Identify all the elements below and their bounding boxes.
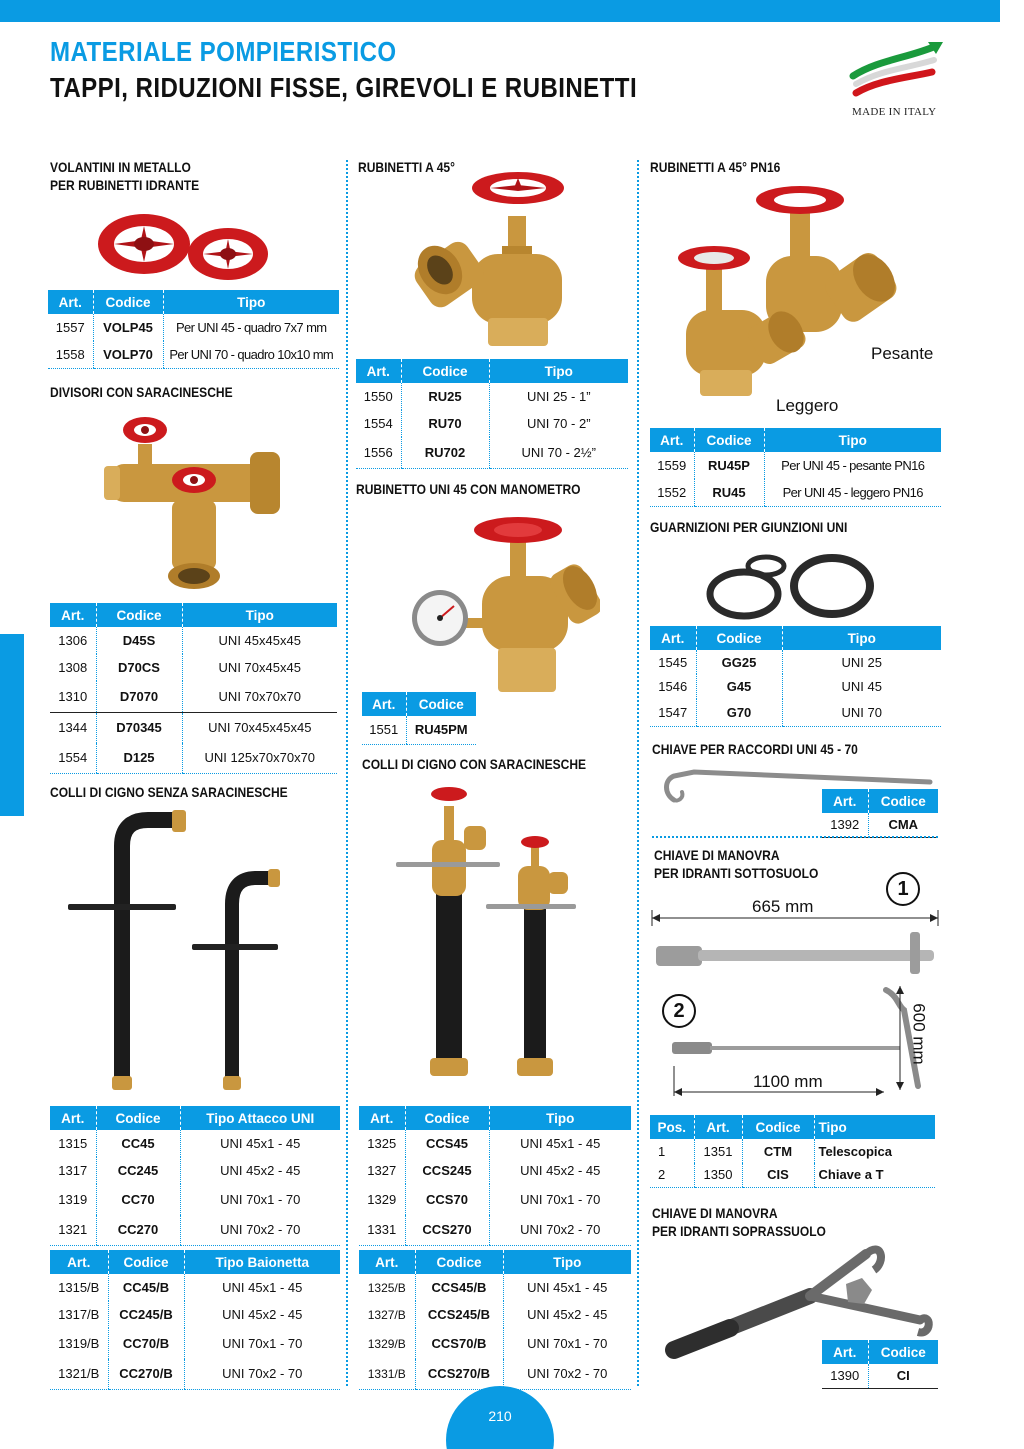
table-colli-con-baionetta: [359, 1250, 631, 1390]
col-header-codice: Codice: [415, 1250, 503, 1274]
table-chiave-sottosuolo: [650, 1115, 935, 1188]
col-header-art: Art.: [356, 359, 401, 383]
table-guarnizioni: [650, 626, 941, 727]
standpipe-without-valves-image: [64, 806, 294, 1094]
side-accent-tab: [0, 634, 24, 816]
divider-valve-image: [100, 408, 290, 592]
gaskets-image: [704, 548, 878, 622]
handwheel-image: [96, 204, 272, 288]
table-row: 1331/B CCS270/B UNI 70x2 - 70: [359, 1359, 631, 1389]
angle-valve-pn16-image: [670, 182, 906, 400]
col-header-art: Art.: [694, 1115, 742, 1139]
standpipe-with-valves-image: [390, 780, 600, 1092]
section-title-volantini: VOLANTINI IN METALLO PER RUBINETTI IDRANTE: [50, 159, 200, 193]
col-header-codice: Codice: [401, 359, 489, 383]
table-row: 1306 D45S UNI 45x45x45: [50, 627, 337, 654]
col-header-art: Art.: [359, 1106, 405, 1130]
col-header-codice: Codice: [93, 290, 163, 314]
table-colli-senza-baionetta: [50, 1250, 340, 1390]
table-row: 1308 D70CS UNI 70x45x45: [50, 654, 337, 681]
col-header-art: Art.: [362, 692, 406, 716]
angle-valve-45-image: [410, 166, 580, 352]
table-row: 1325 CCS45 UNI 45x1 - 45: [359, 1130, 631, 1157]
col-header-tipo: Tipo: [163, 290, 339, 314]
table-row: 1319 CC70 UNI 70x1 - 70: [50, 1184, 340, 1215]
page-number: 210: [488, 1408, 512, 1424]
col-header-tipo: Tipo: [764, 428, 941, 452]
col-header-art: Art.: [50, 1250, 108, 1274]
col-header-tipo: Tipo: [814, 1115, 935, 1139]
section-title-chiave-raccordi: CHIAVE PER RACCORDI UNI 45 - 70: [652, 741, 858, 757]
label-light: Leggero: [776, 396, 839, 415]
col-header-codice: Codice: [696, 626, 782, 650]
section-title-rubinetti45: RUBINETTI A 45°: [358, 159, 455, 175]
col-header-codice: Codice: [694, 428, 764, 452]
col-header-codice: Codice: [96, 1106, 180, 1130]
section-title-chiave-soprassuolo: CHIAVE DI MANOVRA PER IDRANTI SOPRASSUOLO: [652, 1205, 826, 1239]
table-row: 1321 CC270 UNI 70x2 - 70: [50, 1215, 340, 1245]
made-in-italy-logo: [848, 38, 948, 98]
col-header-codice: Codice: [868, 1340, 938, 1364]
col-header-tipo: Tipo Attacco UNI: [180, 1106, 340, 1130]
table-row: 1550 RU25 UNI 25 - 1”: [356, 383, 628, 410]
table-divisori: [50, 603, 337, 774]
col-header-codice: Codice: [406, 692, 476, 716]
table-row: 1392 CMA: [822, 813, 938, 837]
table-row: 1310 D7070 UNI 70x70x70: [50, 681, 337, 712]
col-header-art: Art.: [650, 428, 694, 452]
divider: [652, 836, 938, 838]
dimension-665: 665 mm: [752, 897, 814, 916]
table-row: 1552 RU45 Per UNI 45 - leggero PN16: [650, 479, 941, 506]
dimension-1100: 1100 mm: [753, 1072, 823, 1091]
table-row: 1545 GG25 UNI 25: [650, 650, 941, 674]
col-header-tipo: Tipo: [489, 1106, 631, 1130]
table-row: 1547 G70 UNI 70: [650, 699, 941, 726]
table-row: 1554 RU70 UNI 70 - 2”: [356, 410, 628, 437]
table-row: 1390 CI: [822, 1364, 938, 1388]
col-header-tipo: Tipo: [489, 359, 628, 383]
page-title: TAPPI, RIDUZIONI FISSE, GIREVOLI E RUBINETTI: [50, 72, 638, 103]
column-separator-2: [637, 160, 639, 1386]
section-title-colli-con: COLLI DI CIGNO CON SARACINESCHE: [362, 756, 587, 772]
table-row: 1331 CCS270 UNI 70x2 - 70: [359, 1215, 631, 1245]
section-title-rubinetti-pn16: RUBINETTI A 45° PN16: [650, 159, 781, 175]
table-row: 1557 VOLP45 Per UNI 45 - quadro 7x7 mm: [48, 314, 339, 341]
col-header-tipo: Tipo: [503, 1250, 631, 1274]
table-chiave-raccordi: [822, 789, 938, 838]
table-row: 1546 G45 UNI 45: [650, 674, 941, 699]
table-volantini: [48, 290, 339, 369]
col-header-tipo: Tipo: [782, 626, 941, 650]
table-row: 1329/B CCS70/B UNI 70x1 - 70: [359, 1328, 631, 1359]
section-title-guarnizioni: GUARNIZIONI PER GIUNZIONI UNI: [650, 519, 848, 535]
top-accent-bar: [0, 0, 1000, 22]
col-header-art: Art.: [50, 603, 96, 627]
col-header-art: Art.: [48, 290, 93, 314]
table-row: 1327/B CCS245/B UNI 45x2 - 45: [359, 1301, 631, 1328]
section-title-manometro: RUBINETTO UNI 45 CON MANOMETRO: [356, 481, 581, 497]
table-row: 1551 RU45PM: [362, 716, 476, 744]
col-header-codice: Codice: [742, 1115, 814, 1139]
table-row: 1315 CC45 UNI 45x1 - 45: [50, 1130, 340, 1157]
table-row: 1321/B CC270/B UNI 70x2 - 70: [50, 1359, 340, 1389]
table-row: 1 1351 CTM Telescopica: [650, 1139, 935, 1163]
col-header-codice: Codice: [868, 789, 938, 813]
made-in-italy-label: MADE IN ITALY: [852, 106, 937, 118]
table-colli-senza-uni: [50, 1106, 340, 1246]
col-header-art: Art.: [359, 1250, 415, 1274]
table-rubinetti-pn16: [650, 428, 941, 507]
col-header-tipo: Tipo Baionetta: [184, 1250, 340, 1274]
position-badge-2: 2: [662, 994, 696, 1028]
section-title-divisori: DIVISORI CON SARACINESCHE: [50, 384, 233, 400]
col-header-codice: Codice: [405, 1106, 489, 1130]
dimension-600: 600 mm: [909, 1003, 929, 1065]
table-row: 1319/B CC70/B UNI 70x1 - 70: [50, 1328, 340, 1359]
section-title-colli-senza: COLLI DI CIGNO SENZA SARACINESCHE: [50, 784, 288, 800]
col-header-pos: Pos.: [650, 1115, 694, 1139]
label-heavy: Pesante: [871, 344, 934, 363]
page-category-title: MATERIALE POMPIERISTICO: [50, 36, 397, 67]
table-row: 1325/B CCS45/B UNI 45x1 - 45: [359, 1274, 631, 1301]
table-row: 2 1350 CIS Chiave a T: [650, 1163, 935, 1187]
col-header-art: Art.: [822, 789, 868, 813]
col-header-codice: Codice: [108, 1250, 184, 1274]
table-row: 1556 RU702 UNI 70 - 2½”: [356, 437, 628, 468]
table-row: 1317 CC245 UNI 45x2 - 45: [50, 1157, 340, 1184]
column-separator-1: [346, 160, 348, 1386]
table-row: 1315/B CC45/B UNI 45x1 - 45: [50, 1274, 340, 1301]
table-row: 1558 VOLP70 Per UNI 70 - quadro 10x10 mm: [48, 341, 339, 368]
table-colli-con-uni: [359, 1106, 631, 1246]
table-row: 1344 D70345 UNI 70x45x45x45: [50, 712, 337, 743]
col-header-art: Art.: [822, 1340, 868, 1364]
table-row: 1559 RU45P Per UNI 45 - pesante PN16: [650, 452, 941, 479]
col-header-codice: Codice: [96, 603, 182, 627]
table-row: 1327 CCS245 UNI 45x2 - 45: [359, 1157, 631, 1184]
table-row: 1329 CCS70 UNI 70x1 - 70: [359, 1184, 631, 1215]
table-row: 1317/B CC245/B UNI 45x2 - 45: [50, 1301, 340, 1328]
position-badge-1: 1: [886, 872, 920, 906]
valve-with-gauge-image: [410, 514, 600, 700]
table-manometro: [362, 692, 476, 745]
section-title-chiave-sottosuolo: CHIAVE DI MANOVRA PER IDRANTI SOTTOSUOLO: [654, 847, 819, 881]
table-rubinetti45: [356, 359, 628, 469]
table-row: 1554 D125 UNI 125x70x70x70: [50, 743, 337, 773]
col-header-art: Art.: [50, 1106, 96, 1130]
col-header-art: Art.: [650, 626, 696, 650]
col-header-tipo: Tipo: [182, 603, 337, 627]
underground-keys-image: [648, 906, 942, 1096]
page-number-badge: [446, 1386, 554, 1449]
table-chiave-soprassuolo: [822, 1340, 938, 1389]
